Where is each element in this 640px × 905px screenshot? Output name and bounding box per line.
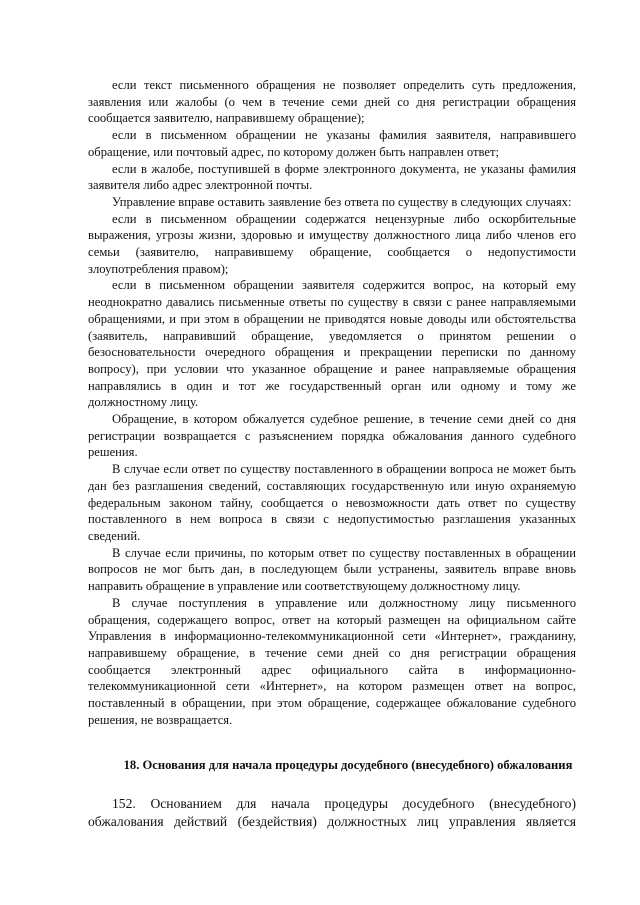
paragraph: если в письменном обращении не указаны фамилия заявителя, направившего обращение, или почтовый адрес, по которому должен быть направлен ответ; [88,128,576,159]
paragraph: В случае если причины, по которым ответ по существу поставленных в обращении вопросов не мог быть дан, в последующем были устранены, заявитель вправе вновь направить обращение в управление или соответствующему должностному лицу. [88,545,576,594]
paragraph: Обращение, в котором обжалуется судебное решение, в течение семи дней со дня регистрации возвращается с разъяснением порядка обжалования данного судебного решения. [88,412,576,460]
section-heading: 18. Основания для начала процедуры досудебного (внесудебного) обжалования [123,758,573,772]
paragraph: если в письменном обращении содержатся нецензурные либо оскорбительные выражения, угрозы жизни, здоровью и имуществу должностного лица либо членов его семьи (заявителю, направившему обращение, сообщается о недопустимости злоупотребления правом); [88,211,576,276]
paragraph: если в письменном обращении заявителя содержится вопрос, на который ему неоднократно давались письменные ответы по существу в связи с ранее направляемыми обращениями, и при этом в обращении не приводятся новые доводы или обстоятельства (заявитель, направивший обращение, уведомляется о принятом решении о безосновательности очередного обращения и прекращении переписки по данному вопросу), при условии что указанное обращение и ранее направляемые обращения направлялись в один и тот же государственный орган или одному и тому же должностному лицу. [88,278,576,410]
section-body [88,795,576,831]
paragraph: если в жалобе, поступившей в форме электронного документа, не указаны фамилия заявителя либо адрес электронной почты. [88,161,576,193]
paragraph: В случае если ответ по существу поставленного в обращении вопроса не может быть дан без разглашения сведений, составляющих государственную или иную охраняемую федеральным законом тайну, сообщается о невозможности дать ответ по существу поставленного в нем вопроса в связи с недопустимостью разглашения указанных сведений. [88,462,576,543]
paragraph: В случае поступления в управление или должностному лицу письменного обращения, содержащего вопрос, ответ на который размещен на официальном сайте Управления в информационно-телекоммуникационной сети «Интернет», гражданину, направившему обращение, в течение семи дней со дня регистрации обращения сообщается электронный адрес официального сайта в информационно-телекоммуникационной сети «Интернет», на котором размещен ответ на вопрос, поставленный в обращении, при этом обращение, содержащее обжалование судебного решения, не возвращается. [88,595,576,727]
paragraph: если текст письменного обращения не позволяет определить суть предложения, заявления или жалобы (о чем в течение семи дней со дня регистрации обращения сообщается заявителю, направившему обращение); [88,78,576,126]
section-paragraph: 152. Основанием для начала процедуры досудебного (внесудебного) обжалования действий (бездействия) должностных лиц управления является [88,796,576,829]
paragraph: Управление вправе оставить заявление без ответа по существу в следующих случаях: [112,194,572,209]
document-body [88,77,576,728]
